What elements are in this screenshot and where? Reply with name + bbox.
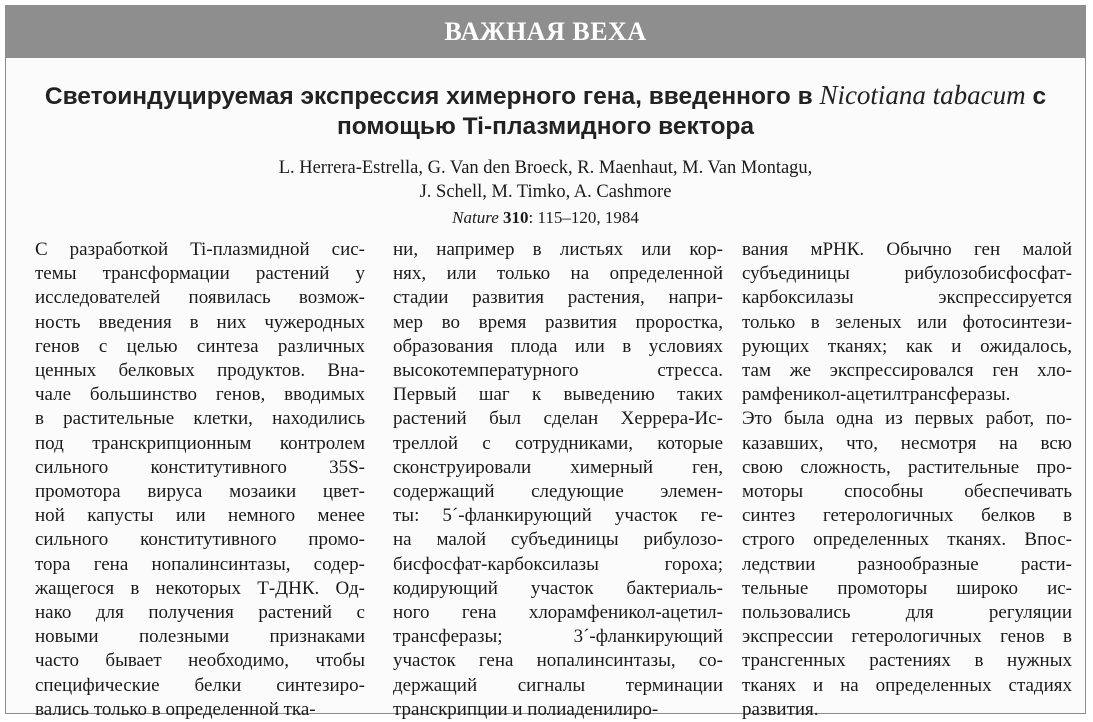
body-text-line: транскрипции и полиаденилиро- xyxy=(393,698,659,720)
body-text-line: нако для получения растений с xyxy=(35,602,365,624)
body-text-line: пользовались для регуляции xyxy=(742,602,1072,624)
body-text-line: стадии развития растения, напри- xyxy=(393,287,723,309)
body-text-line: С разработкой Ti-плазмидной сис- xyxy=(35,239,365,260)
title-text-end: с xyxy=(1025,83,1047,110)
body-text-line: субъединицы рибулозобисфосфат- xyxy=(742,263,1072,285)
body-text-line: тканях и на определенных стадиях xyxy=(742,674,1072,696)
text-column-3 xyxy=(742,238,1072,722)
body-text-line: высокотемпературного стресса. xyxy=(393,360,723,382)
body-text-line: вания мРНК. Обычно ген малой xyxy=(742,239,1072,260)
authors-line-1: L. Herrera-Estrella, G. Van den Broeck, R. Maenhaut, M. Van Montagu, xyxy=(278,158,813,178)
body-text-line: специфические белки синтезиро- xyxy=(35,674,365,696)
body-text-line: экспрессии гетерологичных генов в xyxy=(742,626,1072,648)
body-text-line: нях, или только на определенной xyxy=(393,263,723,285)
body-text-line: Это была одна из первых работ, по- xyxy=(742,408,1072,430)
citation-journal: Nature xyxy=(452,208,499,227)
article-title xyxy=(26,80,1065,142)
body-text-line: растений был сделан Херрера-Ис- xyxy=(393,408,723,430)
body-text-line: исследователей появилась возмож- xyxy=(35,287,365,309)
body-text-line: генов с целью синтеза различных xyxy=(35,335,365,357)
body-text-line: ного гена хлорамфеникол-ацетил- xyxy=(393,602,723,624)
body-text-line: часто бывает необходимо, чтобы xyxy=(35,650,365,672)
body-text-line: строго определенных тканях. Впос- xyxy=(742,529,1072,551)
citation-volume: 310 xyxy=(503,208,529,227)
body-text-line: сильного конститутивного промо- xyxy=(35,529,365,551)
body-text-line: рамфеникол-ацетилтрансферазы. xyxy=(742,384,1011,406)
banner-label: ВАЖНАЯ ВЕХА xyxy=(444,17,647,46)
body-text-line: треллой с сотрудниками, которые xyxy=(393,432,723,454)
body-text-line: тора гена нопалинсинтазы, содер- xyxy=(35,553,365,575)
body-text-line: трансгенных растениях в нужных xyxy=(742,650,1072,672)
body-text-line: в растительные клетки, находились xyxy=(35,408,365,430)
body-text-line: сконструировали химерный ген, xyxy=(393,456,723,478)
body-text-line: ледствии разнообразные расти- xyxy=(742,553,1072,575)
body-text-line: ность введения в них чужеродных xyxy=(35,311,365,333)
body-text-line: ни, например в листьях или кор- xyxy=(393,239,723,260)
text-column-1 xyxy=(35,238,365,722)
body-text-line: на малой субъединицы рибулозо- xyxy=(393,529,723,551)
citation xyxy=(26,207,1065,229)
body-text-line: ной капусты или немного менее xyxy=(35,505,365,527)
body-text-line: синтез гетерологичных белков в xyxy=(742,505,1072,527)
authors-line-2: J. Schell, M. Timko, A. Cashmore xyxy=(419,182,672,202)
body-text-line: развития. xyxy=(742,698,819,720)
body-text-line: ценных белковых продуктов. Вна- xyxy=(35,360,365,382)
text-column-2 xyxy=(393,238,723,722)
body-text-line: промотора вируса мозаики цвет- xyxy=(35,481,365,503)
body-text-line: тельные промоторы широко ис- xyxy=(742,577,1072,599)
body-text-line: только в зеленых или фотосинтези- xyxy=(742,311,1072,333)
body-text-line: чале большинство генов, вводимых xyxy=(35,384,365,406)
body-text-line: карбоксилазы экспрессируется xyxy=(742,287,1072,309)
body-text-line: сильного конститутивного 35S- xyxy=(35,456,365,478)
body-text-line: жащегося в некоторых Т-ДНК. Од- xyxy=(35,577,365,599)
author-list xyxy=(26,156,1065,204)
citation-pages: : 115–120, 1984 xyxy=(528,208,639,227)
body-text-line: темы трансформации растений у xyxy=(35,263,365,285)
body-text-line: вались только в определенной тка- xyxy=(35,698,316,720)
body-text-line: держащий сигналы терминации xyxy=(393,674,723,696)
title-species: Nicotiana tabacum xyxy=(819,80,1026,110)
body-text-line: бисфосфат-карбоксилазы гороха; xyxy=(393,553,723,575)
body-text-line: содержащий следующие элемен- xyxy=(393,481,723,503)
body-text-line: образования плода или в условиях xyxy=(393,335,723,357)
body-text-line: Первый шаг к выведению таких xyxy=(393,384,723,406)
body-text-line: моторы способны обеспечивать xyxy=(742,481,1072,503)
body-text-line: мер во время развития проростка, xyxy=(393,311,723,333)
body-text-line: кодирующий участок бактериаль- xyxy=(393,577,723,599)
body-text-line: трансферазы; 3´-фланкирующий xyxy=(393,626,723,648)
title-text-start: Светоиндуцируемая экспрессия химерного гена, введенного в xyxy=(44,83,820,110)
body-text-line: ты: 5´-фланкирующий участок ге- xyxy=(393,505,723,527)
section-banner xyxy=(6,6,1085,58)
title-line-2: помощью Ti-плазмидного вектора xyxy=(336,113,755,140)
body-text-line: под транскрипционным контролем xyxy=(35,432,365,454)
body-text-line: казавших, что, несмотря на всю xyxy=(742,432,1072,454)
body-text-line: новыми полезными признаками xyxy=(35,626,365,648)
body-text-line: свою сложность, растительные про- xyxy=(742,456,1072,478)
body-text-line: участок гена нопалинсинтазы, со- xyxy=(393,650,723,672)
article-box xyxy=(5,5,1086,720)
body-text-line: рующих тканях; как и ожидалось, xyxy=(742,335,1072,357)
body-text-line: там же экспрессировался ген хло- xyxy=(742,360,1072,382)
